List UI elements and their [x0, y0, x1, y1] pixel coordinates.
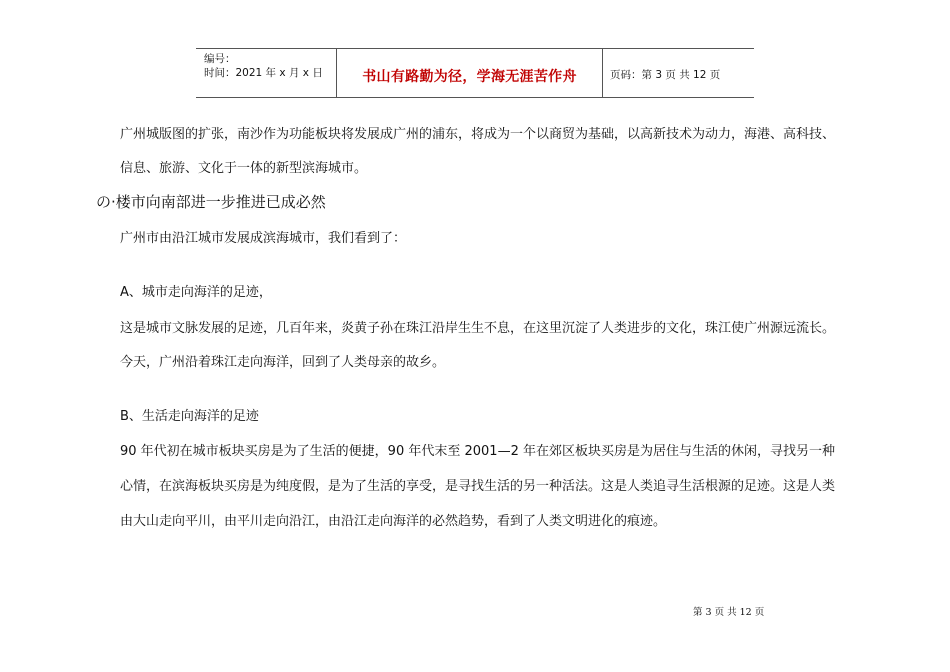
page-footer: 第 3 页 共 12 页 — [693, 607, 765, 618]
section-b-line-2: 心情，在滨海板块买房是为纯度假，是为了生活的享受，是寻找生活的另一种活法。这是人类追寻生活根源的足迹。这是人类 — [120, 479, 836, 494]
document-header — [196, 48, 754, 98]
header-left-cell — [196, 49, 336, 97]
time-label: 时间：2021 年 x 月 x 日 — [204, 67, 323, 79]
page-info: 页码：第 3 页 共 12 页 — [610, 69, 721, 81]
section-a-line-1: 这是城市文脉发展的足迹，几百年来，炎黄子孙在珠江沿岸生生不息，在这里沉淀了人类进步的文化，珠江使广州源远流长。 — [120, 321, 836, 336]
section-a-title: A、城市走向海洋的足迹， — [120, 285, 272, 300]
header-motto-cell — [336, 49, 603, 97]
section-b-line-1: 90 年代初在城市板块买房是为了生活的便捷，90 年代末至 2001—2 年在郊区板块买房是为居住与生活的休闲，寻找另一种 — [120, 444, 835, 459]
number-label: 编号： — [204, 53, 236, 65]
paragraph-1-line-1: 广州城版图的扩张，南沙作为功能板块将发展成广州的浦东，将成为一个以商贸为基础，以高新技术为动力，海港、高科技、 — [120, 127, 836, 142]
section-a-line-2: 今天，广州沿着珠江走向海洋，回到了人类母亲的故乡。 — [120, 355, 446, 370]
section-b-title: B、生活走向海洋的足迹 — [120, 409, 259, 424]
motto-text: 书山有路勤为径，学海无涯苦作舟 — [362, 69, 577, 85]
header-page-cell — [602, 49, 754, 97]
paragraph-2: 广州市由沿江城市发展成滨海城市，我们看到了： — [120, 231, 407, 246]
paragraph-1-line-2: 信息、旅游、文化于一体的新型滨海城市。 — [120, 161, 368, 176]
section-heading: の·楼市向南部进一步推进已成必然 — [96, 193, 326, 211]
section-b-line-3: 由大山走向平川，由平川走向沿江，由沿江走向海洋的必然趋势，看到了人类文明进化的痕迹。 — [120, 514, 667, 529]
